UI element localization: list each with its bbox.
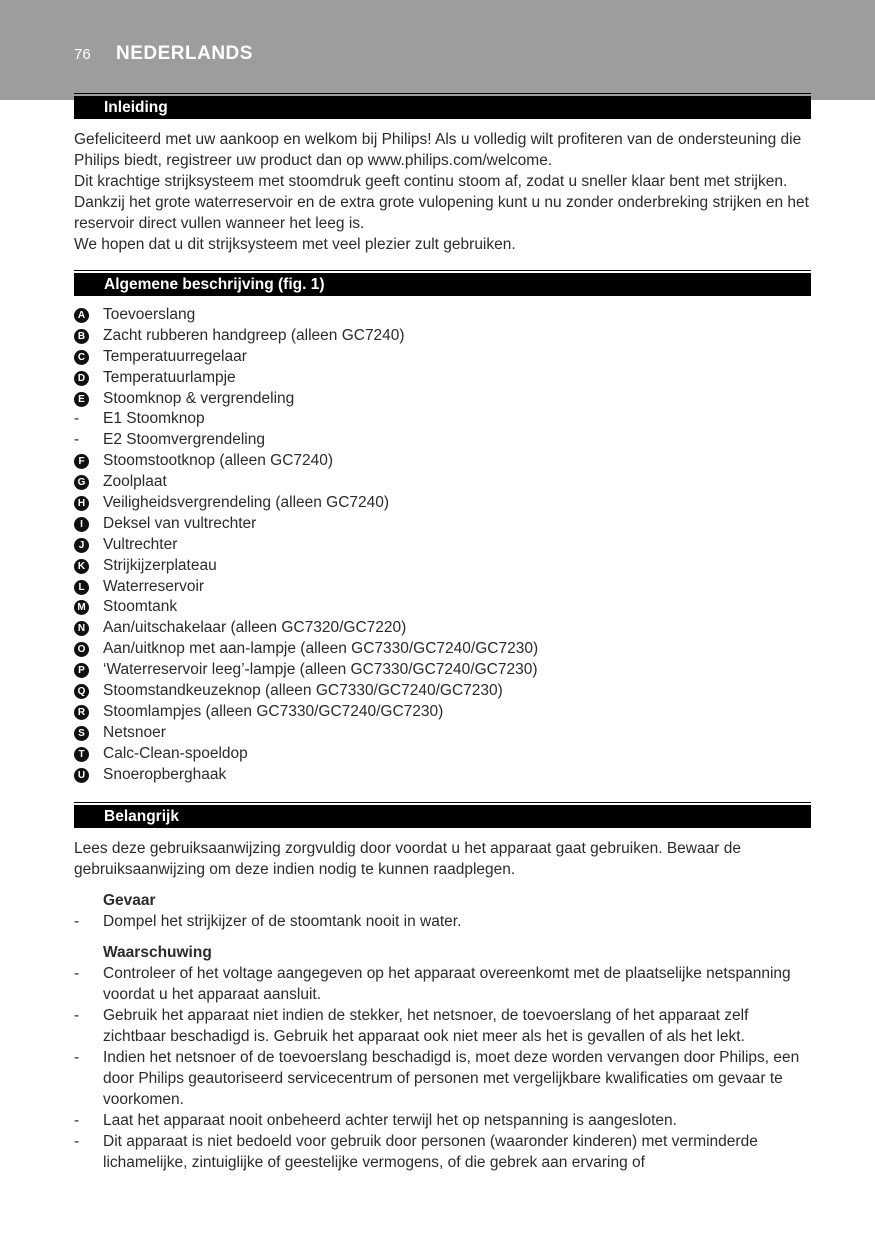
section-heading-important: Belangrijk bbox=[74, 805, 811, 828]
legend-item bbox=[74, 681, 814, 702]
language-title: NEDERLANDS bbox=[116, 43, 253, 64]
list-item-text: Dit apparaat is niet bedoeld voor gebruik door personen (waaronder kinderen) met verminderde lichamelijke, zintuiglijke of geestelijke vermogens, of die gebrek aan ervaring of bbox=[103, 1133, 758, 1171]
list-item bbox=[74, 1047, 814, 1110]
legend-item-label: Temperatuurregelaar bbox=[103, 347, 247, 365]
letter-badge-icon: J bbox=[74, 538, 89, 553]
bullet-dash: - bbox=[74, 410, 80, 428]
legend-item bbox=[74, 723, 814, 744]
bullet-dash: - bbox=[74, 1112, 80, 1129]
letter-badge-icon: K bbox=[74, 559, 89, 574]
letter-badge-icon: Q bbox=[74, 684, 89, 699]
list-item-text: Gebruik het apparaat niet indien de stekker, het netsnoer, de toevoerslang of het apparaat zelf zichtbaar beschadigd is. Gebruik het apparaat ook niet meer als het is gevallen of als het lekt. bbox=[103, 1007, 749, 1045]
legend-item-label: Netsnoer bbox=[103, 723, 166, 741]
legend-item-label: Snoeropberghaak bbox=[103, 765, 227, 783]
letter-badge-icon: C bbox=[74, 350, 89, 365]
letter-badge-icon: P bbox=[74, 663, 89, 678]
letter-badge-icon: O bbox=[74, 642, 89, 657]
list-item-text: Controleer of het voltage aangegeven op het apparaat overeenkomt met de plaatselijke netspanning voordat u het apparaat aansluit. bbox=[103, 965, 791, 1003]
warning-title: Waarschuwing bbox=[103, 944, 212, 961]
legend-item bbox=[74, 535, 814, 556]
legend-item-label: Toevoerslang bbox=[103, 306, 196, 323]
legend-item bbox=[74, 347, 814, 368]
list-item-text: Indien het netsnoer of de toevoerslang beschadigd is, moet deze worden vervangen door Philips, een door Philips geautoriseerd servicecentrum of personen met vergelijkbare kwalificaties om gevaar te voorkomen. bbox=[103, 1049, 800, 1108]
legend-item-label: Temperatuurlampje bbox=[103, 368, 236, 386]
letter-badge-icon: L bbox=[74, 580, 89, 595]
legend-item-label: Aan/uitschakelaar (alleen GC7320/GC7220) bbox=[103, 619, 407, 637]
legend-item bbox=[74, 451, 814, 472]
legend-item bbox=[74, 744, 814, 765]
list-item bbox=[74, 1110, 814, 1131]
letter-badge-icon: H bbox=[74, 496, 89, 511]
legend-item bbox=[74, 702, 814, 723]
legend-item bbox=[74, 430, 814, 451]
list-item-text: Dompel het strijkijzer of de stoomtank nooit in water. bbox=[103, 913, 462, 930]
letter-badge-icon: A bbox=[74, 308, 89, 323]
legend-item-label: Stoomstandkeuzeknop (alleen GC7330/GC7240/GC7230) bbox=[103, 682, 503, 700]
list-item bbox=[74, 963, 814, 1005]
legend-item bbox=[74, 556, 814, 577]
legend-item bbox=[74, 660, 814, 681]
letter-badge-icon: F bbox=[74, 454, 89, 469]
section-heading-description: Algemene beschrijving (fig. 1) bbox=[74, 273, 811, 296]
bullet-dash: - bbox=[74, 1049, 80, 1066]
intro-paragraph-2: Dit krachtige strijksysteem met stoomdruk geeft continu stoom af, zodat u sneller klaar bent met strijken. Dankzij het grote waterreservoir en de extra grote vulopening kunt u nu zonder onderbreking strijken en het reservoir direct vullen wanneer het leeg is. bbox=[74, 173, 809, 232]
letter-badge-icon: R bbox=[74, 705, 89, 720]
important-paragraph: Lees deze gebruiksaanwijzing zorgvuldig door voordat u het apparaat gaat gebruiken. Bewaar de gebruiksaanwijzing om deze indien nodig te kunnen raadplegen. bbox=[74, 840, 741, 878]
page-number: 76 bbox=[74, 46, 91, 63]
legend-item bbox=[74, 409, 814, 430]
legend-item bbox=[74, 472, 814, 493]
legend-item-label: Stoomtank bbox=[103, 598, 178, 616]
letter-badge-icon: U bbox=[74, 768, 89, 783]
legend-item-label: Zacht rubberen handgreep (alleen GC7240) bbox=[103, 326, 405, 344]
legend-item bbox=[74, 597, 814, 618]
parts-legend bbox=[74, 305, 814, 785]
list-item bbox=[74, 1131, 814, 1173]
bullet-dash: - bbox=[74, 1133, 80, 1150]
letter-badge-icon: B bbox=[74, 329, 89, 344]
letter-badge-icon: I bbox=[74, 517, 89, 532]
section-heading-intro: Inleiding bbox=[74, 96, 811, 119]
bullet-dash: - bbox=[74, 913, 80, 930]
list-item bbox=[74, 911, 814, 932]
warning-section bbox=[74, 942, 814, 1173]
intro-paragraph-1: Gefeliciteerd met uw aankoop en welkom bij Philips! Als u volledig wilt profiteren van de ondersteuning die Philips biedt, registreer uw product dan op www.philips.com/welcome. bbox=[74, 131, 802, 169]
legend-item bbox=[74, 639, 814, 660]
legend-item-label: Deksel van vultrechter bbox=[103, 514, 257, 532]
letter-badge-icon: M bbox=[74, 600, 89, 615]
legend-item-label: Strijkijzerplateau bbox=[103, 556, 217, 574]
legend-item-label: E1 Stoomknop bbox=[103, 410, 205, 428]
legend-item bbox=[74, 326, 814, 347]
legend-item-label: Waterreservoir bbox=[103, 577, 205, 595]
letter-badge-icon: S bbox=[74, 726, 89, 741]
legend-item-label: ‘Waterreservoir leeg’-lampje (alleen GC7330/GC7240/GC7230) bbox=[103, 661, 538, 679]
list-item-text: Laat het apparaat nooit onbeheerd achter terwijl het op netspanning is aangesloten. bbox=[103, 1112, 677, 1129]
legend-item bbox=[74, 368, 814, 389]
legend-item-label: Stoomstootknop (alleen GC7240) bbox=[103, 452, 334, 470]
letter-badge-icon: D bbox=[74, 371, 89, 386]
legend-item-label: Zoolplaat bbox=[103, 473, 167, 491]
letter-badge-icon: E bbox=[74, 392, 89, 407]
legend-item-label: E2 Stoomvergrendeling bbox=[103, 431, 265, 449]
letter-badge-icon: G bbox=[74, 475, 89, 490]
bullet-dash: - bbox=[74, 965, 80, 982]
legend-item-label: Stoomlampjes (alleen GC7330/GC7240/GC7230) bbox=[103, 702, 444, 720]
list-item bbox=[74, 1005, 814, 1047]
legend-item bbox=[74, 389, 814, 410]
legend-item-label: Vultrechter bbox=[103, 535, 178, 553]
legend-item bbox=[74, 577, 814, 598]
legend-item-label: Veiligheidsvergrendeling (alleen GC7240) bbox=[103, 494, 390, 512]
bullet-dash: - bbox=[74, 431, 80, 449]
danger-title: Gevaar bbox=[103, 892, 156, 909]
intro-paragraph-3: We hopen dat u dit strijksysteem met veel plezier zult gebruiken. bbox=[74, 236, 516, 253]
letter-badge-icon: T bbox=[74, 747, 89, 762]
letter-badge-icon: N bbox=[74, 621, 89, 636]
legend-item bbox=[74, 618, 814, 639]
legend-item bbox=[74, 765, 814, 786]
legend-item bbox=[74, 493, 814, 514]
legend-item-label: Calc-Clean-spoeldop bbox=[103, 744, 248, 762]
legend-item bbox=[74, 305, 814, 326]
legend-item-label: Stoomknop & vergrendeling bbox=[103, 389, 295, 407]
legend-item-label: Aan/uitknop met aan-lampje (alleen GC7330/GC7240/GC7230) bbox=[103, 640, 539, 658]
danger-section bbox=[74, 890, 814, 932]
bullet-dash: - bbox=[74, 1007, 80, 1024]
legend-item bbox=[74, 514, 814, 535]
